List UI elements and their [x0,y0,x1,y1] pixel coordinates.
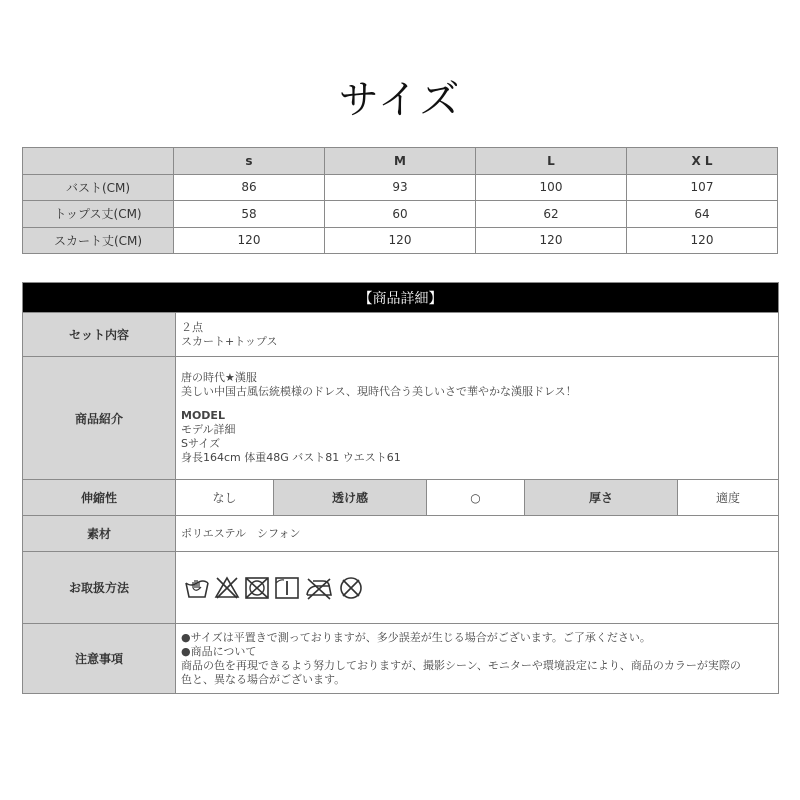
set-line: ２点 [181,320,203,334]
size-header-row [23,148,778,175]
table-cell: 93 [325,174,476,201]
table-cell: 86 [174,174,325,201]
set-value [176,313,779,357]
table-cell: 58 [174,201,325,228]
intro-line: 唐の時代★漢服 [181,371,257,384]
notes-label: 注意事項 [23,624,176,694]
model-line: Sサイズ [181,437,221,450]
table-cell: 120 [174,227,325,254]
row-label: バスト(CM) [23,174,174,201]
table-cell: 60 [325,201,476,228]
care-icons [176,552,779,624]
page-title: サイズ [338,77,462,123]
no-tumble-dry-icon [244,575,270,601]
notes-value [176,624,779,694]
sheer-label: 透け感 [274,480,427,516]
table-row [23,174,778,201]
table-row [23,227,778,254]
line-dry-icon [274,575,300,601]
table-cell: 120 [325,227,476,254]
size-header-l: L [476,148,627,175]
stretch-label: 伸縮性 [23,480,176,516]
care-label: お取扱方法 [23,552,176,624]
note-line: ●商品について [181,644,257,658]
no-bleach-icon [214,575,240,601]
model-line: 身長164cm 体重48G バスト81 ウエスト61 [181,451,401,464]
product-detail-table [22,282,779,694]
size-header-blank [23,148,174,175]
material-label: 素材 [23,516,176,552]
table-cell: 62 [476,201,627,228]
table-cell: 107 [627,174,778,201]
stretch-value: なし [176,480,274,516]
no-dry-clean-icon [338,575,364,601]
iron-low-icon [304,575,334,601]
set-label: セット内容 [23,313,176,357]
table-cell: 120 [476,227,627,254]
note-line: 商品の色を再現できるよう努力しておりますが、撮影シーン、モニターや環境設定により、商品のカラーが実際の [181,658,741,672]
material-value: ポリエステル シフォン [176,516,779,552]
size-header-s: s [174,148,325,175]
table-cell: 64 [627,201,778,228]
intro-line: 美しい中国古風伝統模様のドレス、現時代合う美しいさで華やかな漢服ドレス！ [181,385,577,398]
model-line: モデル詳細 [181,423,236,436]
hand-wash-icon [184,575,210,601]
model-title: MODEL [181,409,225,422]
note-line: 色と、異なる場合がございます。 [181,672,346,686]
table-cell: 100 [476,174,627,201]
row-label: トップス丈(CM) [23,201,174,228]
intro-label: 商品紹介 [23,357,176,480]
row-label: スカート丈(CM) [23,227,174,254]
table-row [23,201,778,228]
thickness-value: 適度 [678,480,779,516]
table-cell: 120 [627,227,778,254]
set-line: スカート+トップス [181,334,278,348]
thickness-label: 厚さ [525,480,678,516]
note-line: ●サイズは平置きで測っておりますが、多少誤差が生じる場合がございます。ご了承ください。 [181,630,651,644]
sheer-value: ○ [427,480,525,516]
size-header-xl: X L [627,148,778,175]
detail-header: 【商品詳細】 [23,283,779,313]
size-table [22,147,778,254]
size-header-m: M [325,148,476,175]
intro-value [176,357,779,480]
